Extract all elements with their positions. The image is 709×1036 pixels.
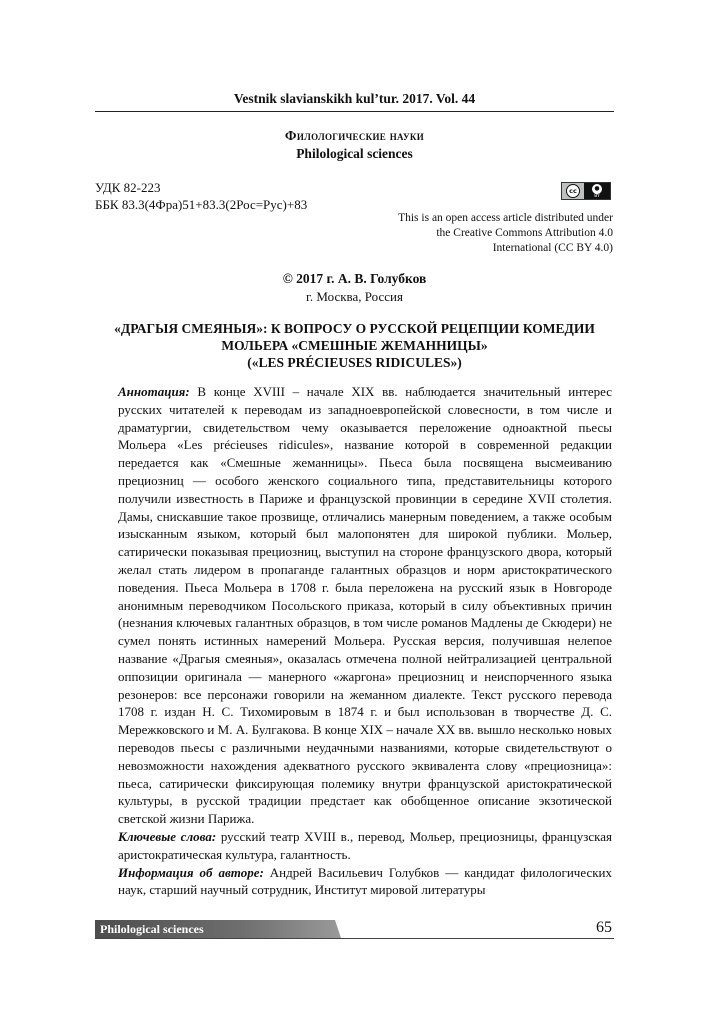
- abstract-paragraph: [118, 383, 612, 828]
- cc-by-license-icon[interactable]: [561, 182, 611, 200]
- keywords-paragraph: [118, 828, 612, 864]
- section-title-ru: Филологические науки: [284, 128, 425, 143]
- abstract-label: Аннотация:: [118, 384, 190, 399]
- keywords-text: русский театр XVIII в., перевод, Мольер, прециозницы, французская аристократическая культура, галантность.: [118, 828, 612, 862]
- cc-circle-icon: cc: [566, 184, 580, 198]
- section-title-en: Philological sciences: [296, 146, 413, 161]
- abstract-block: [118, 383, 612, 899]
- abstract-text: В конце XVIII – начале XIX вв. наблюдается значительный интерес русских читателей к переводам из западноевропейской словесности, в том числе и драматургии, свидетельством чему оказывается переложение одноактной пьесы Мольера «Les précieuses ridicules», название которой в современной редакции передается как «Смешные жеманницы». Пьеса была посвящена высмеиванию прециозниц — особого женского социального типа, представительницы которого получили известность в Париже и французской провинции в середине XVII столетия. Дамы, снискавшие такое прозвище, отличались манерным поведением, а также особым изысканным языком, который был малопонятен для широкой публики. Мольер, сатирически показывая прециозниц, выступил на стороне французского двора, который желал стать лидером в пропаганде галантных образцов и норм аристократического поведения. Пьеса Мольера в 1708 г. была переложена на русский язык в Новгороде анонимным переводчиком Посольского приказа, который в силу объективных причин (незнания ключевых галантных образцов, в том числе романов Мадлены де Скюдери) не сумел понять истинных намерений Мольера. Русская версия, получившая нелепое название «Драгыя смеяныя», оказалась отмечена полной нейтрализацией центральной оппозиции оригинала — манерного «жаргона» прециозниц и неиспорченного языка резонеров: все персонажи говорили на жеманном диалекте. Текст русского перевода 1708 г. издан Н. С. Тихомировым в 1874 г. и был использован в творчестве Д. С. Мережковского и М. А. Булгакова. В конце XIX – начале XX вв. вышло несколько новых переводов пьесы с различными неудачными названиями, которые свидетельствуют о невозможности нахождения адекватного русского эквивалента слову «прециозница»: пьеса, сатирически фиксирующая полемику внутри французской аристократической культуры, в русской традиции предстает как обобщенное описание экзотической светской жизни Парижа.: [118, 384, 612, 827]
- title-line-1: «ДРАГЫЯ СМЕЯНЫЯ»: К ВОПРОСУ О РУССКОЙ РЕЦЕПЦИИ КОМЕДИИ: [114, 321, 595, 336]
- page-number: 65: [596, 919, 612, 936]
- author-info-label: Информация об авторе:: [118, 864, 264, 880]
- title-line-2: МОЛЬЕРА «СМЕШНЫЕ ЖЕМАННИЦЫ»: [221, 338, 488, 353]
- cc-icon: [562, 183, 584, 199]
- by-icon: [584, 183, 610, 199]
- header-rule: [95, 111, 614, 112]
- person-icon: ●: [592, 184, 602, 194]
- license-line-3: International (CC BY 4.0): [492, 242, 613, 254]
- license-line-2: the Creative Commons Attribution 4.0: [436, 227, 613, 239]
- footer-rule: [95, 938, 614, 939]
- title-line-3: («LES PRÉCIEUSES RIDICULES»): [247, 355, 462, 370]
- author-location: г. Москва, Россия: [306, 289, 403, 304]
- keywords-label: Ключевые слова:: [118, 828, 217, 844]
- by-label: BY: [594, 193, 600, 199]
- license-notice: [360, 211, 613, 256]
- bbk-code: ББК 83.3(4Фра)51+83.3(2Рос=Рус)+83: [95, 197, 308, 212]
- author-info-paragraph: [118, 864, 612, 900]
- license-line-1: This is an open access article distributed under: [398, 212, 613, 224]
- author-info-text: Андрей Васильевич Голубков — кандидат филологических наук, старший научный сотрудник, Институт мировой литературы: [118, 864, 612, 898]
- article-author: © 2017 г. А. В. Голубков: [282, 271, 427, 286]
- footer-section-label: Philological sciences: [100, 922, 204, 936]
- article-title: [95, 320, 614, 371]
- journal-header: Vestnik slavianskikh kul’tur. 2017. Vol. 44: [233, 91, 476, 106]
- udk-code: УДК 82-223: [95, 180, 161, 195]
